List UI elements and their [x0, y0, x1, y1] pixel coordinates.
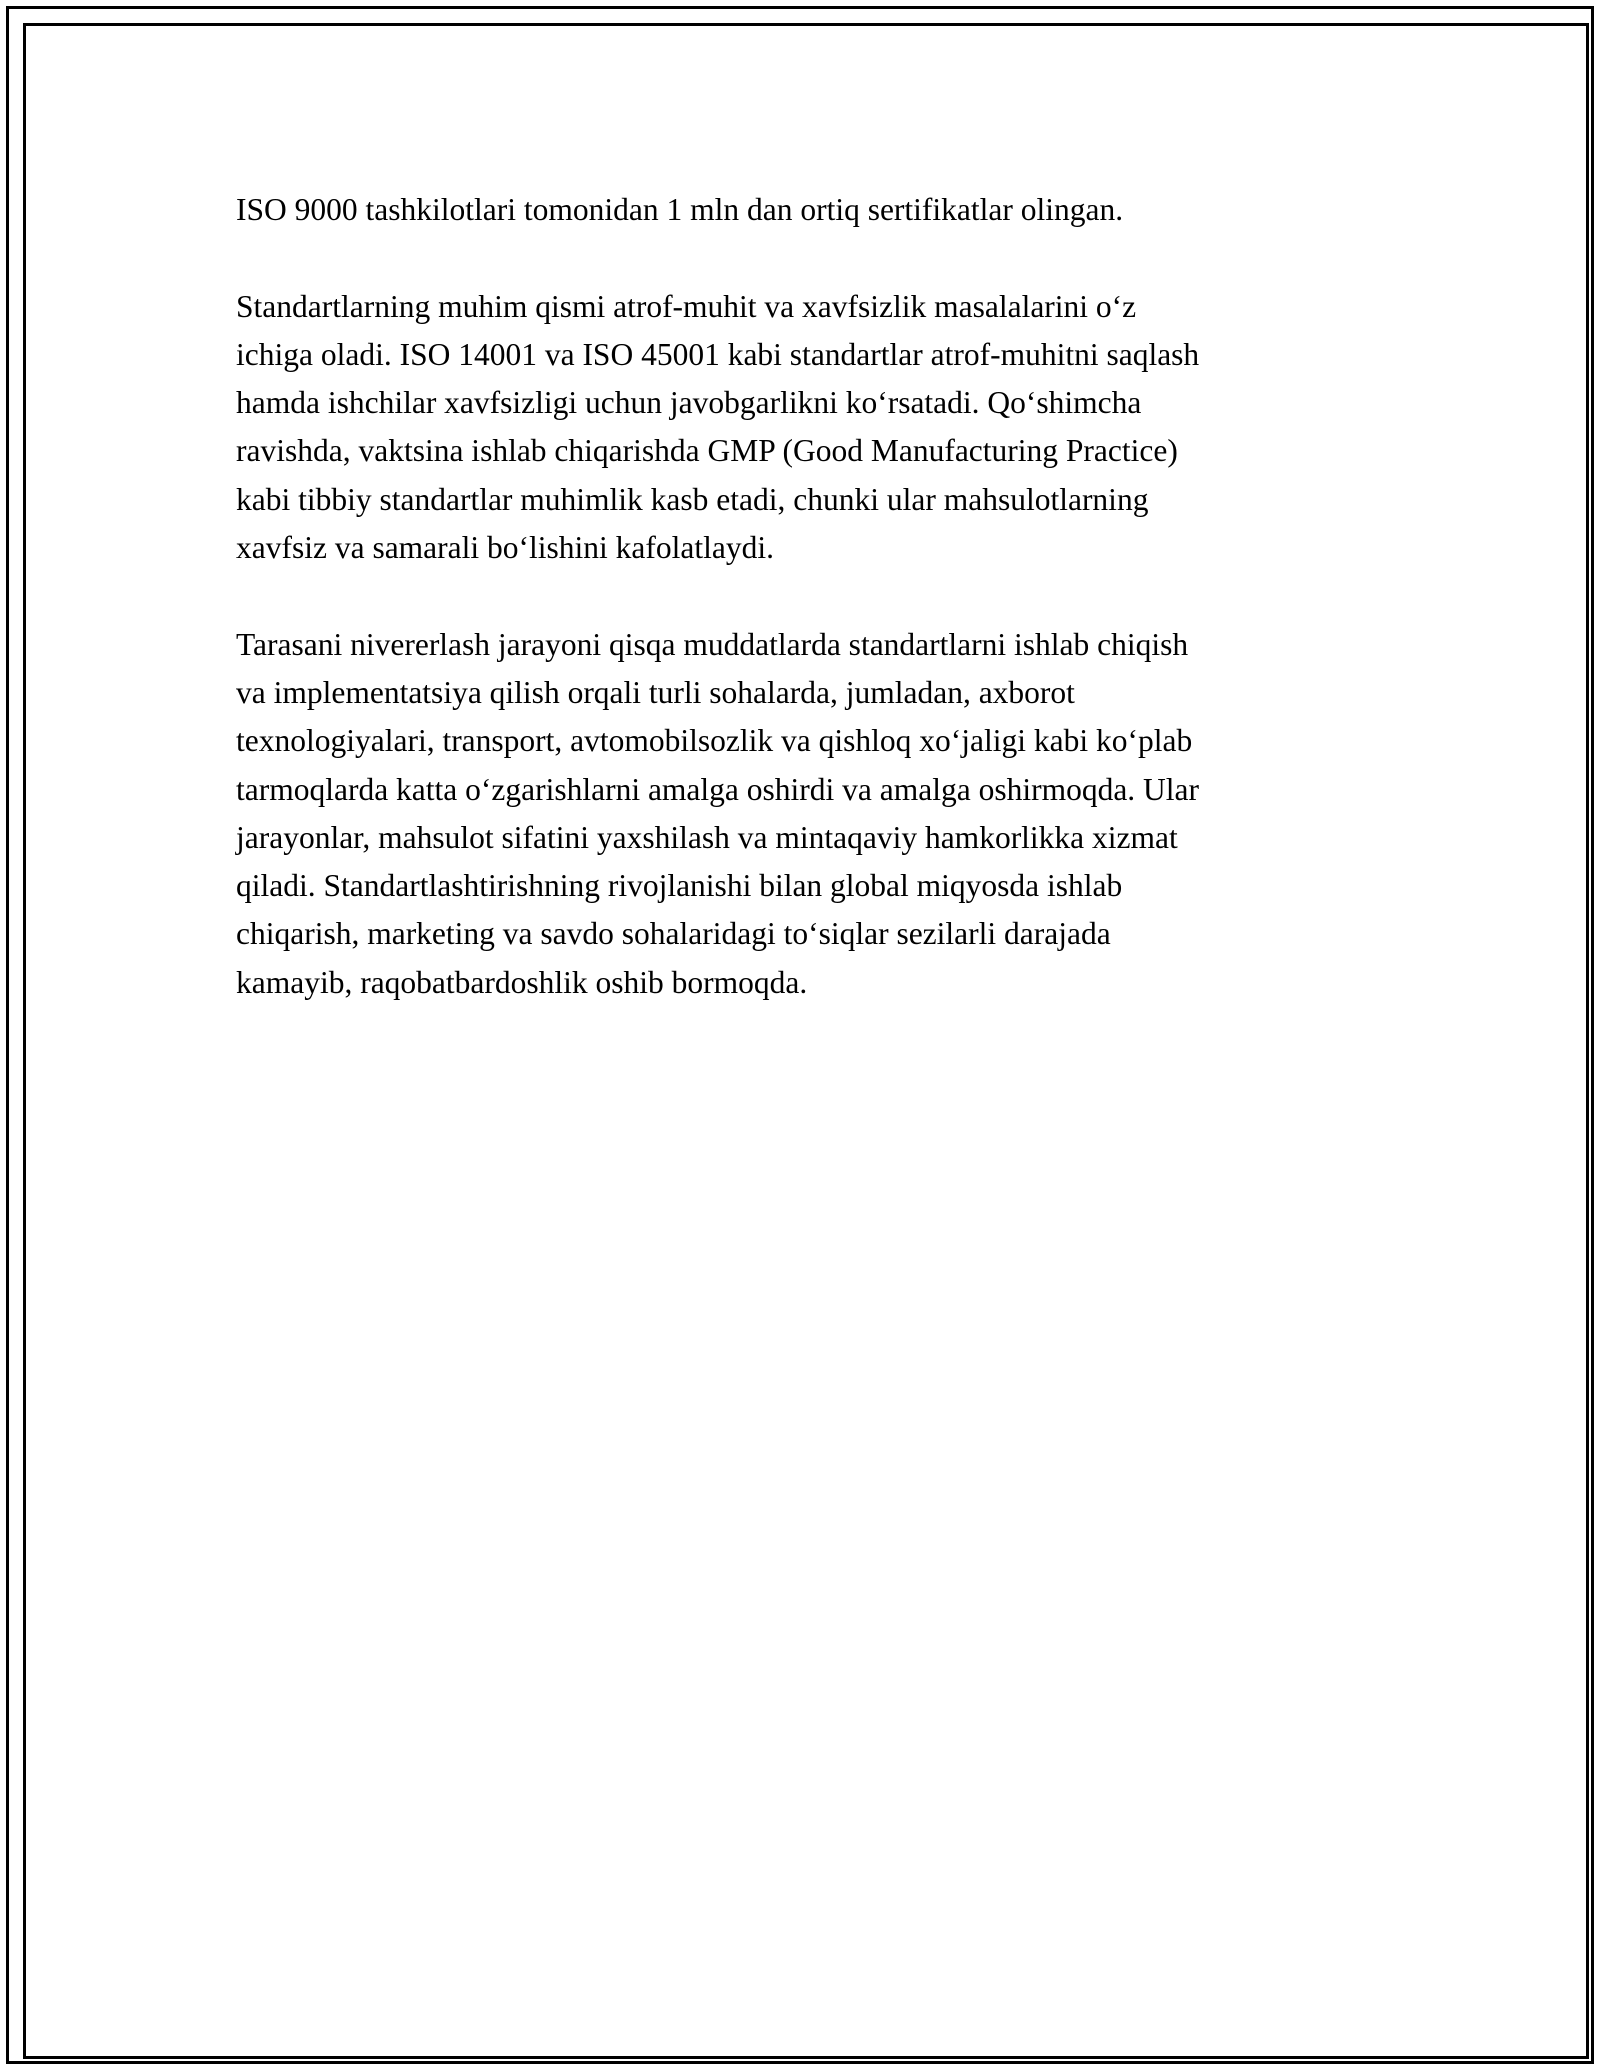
- paragraph-standardization-process: [236, 621, 1376, 1007]
- text-line: hamda ishchilar xavfsizligi uchun javobgarlikni ko‘rsatadi. Qo‘shimcha: [236, 385, 1142, 421]
- text-line: jarayonlar, mahsulot sifatini yaxshilash va mintaqaviy hamkorlikka xizmat: [236, 819, 1178, 855]
- text-line: qiladi. Standartlashtirishning rivojlanishi bilan global miqyosda ishlab: [236, 868, 1123, 904]
- text-line: xavfsiz va samarali bo‘lishini kafolatlaydi.: [236, 530, 774, 566]
- text-line: tarmoqlarda katta o‘zgarishlarni amalga oshirdi va amalga oshirmoqda. Ular: [236, 771, 1200, 807]
- text-line: kamayib, raqobatbardoshlik oshib bormoqda.: [236, 964, 808, 1000]
- text-line: chiqarish, marketing va savdo sohalaridagi to‘siqlar sezilarli darajada: [236, 916, 1111, 952]
- text-line: va implementatsiya qilish orqali turli sohalarda, jumladan, axborot: [236, 674, 1075, 710]
- document-body: [236, 186, 1376, 1055]
- text-line: ravishda, vaktsina ishlab chiqarishda GMP (Good Manufacturing Practice): [236, 433, 1178, 469]
- text-line: Standartlarning muhim qismi atrof-muhit va xavfsizlik masalalarini o‘z: [236, 288, 1137, 324]
- text-line: Tarasani nivererlash jarayoni qisqa muddatlarda standartlarni ishlab chiqish: [236, 626, 1189, 662]
- paragraph-iso-9000: [236, 186, 1376, 234]
- text-line: ISO 9000 tashkilotlari tomonidan 1 mln dan ortiq sertifikatlar olingan.: [236, 192, 1124, 227]
- text-line: ichiga oladi. ISO 14001 va ISO 45001 kabi standartlar atrof-muhitni saqlash: [236, 336, 1200, 372]
- text-line: kabi tibbiy standartlar muhimlik kasb etadi, chunki ular mahsulotlarning: [236, 481, 1149, 517]
- paragraph-environment-safety: [236, 283, 1376, 573]
- text-line: texnologiyalari, transport, avtomobilsozlik va qishloq xo‘jaligi kabi ko‘plab: [236, 723, 1193, 759]
